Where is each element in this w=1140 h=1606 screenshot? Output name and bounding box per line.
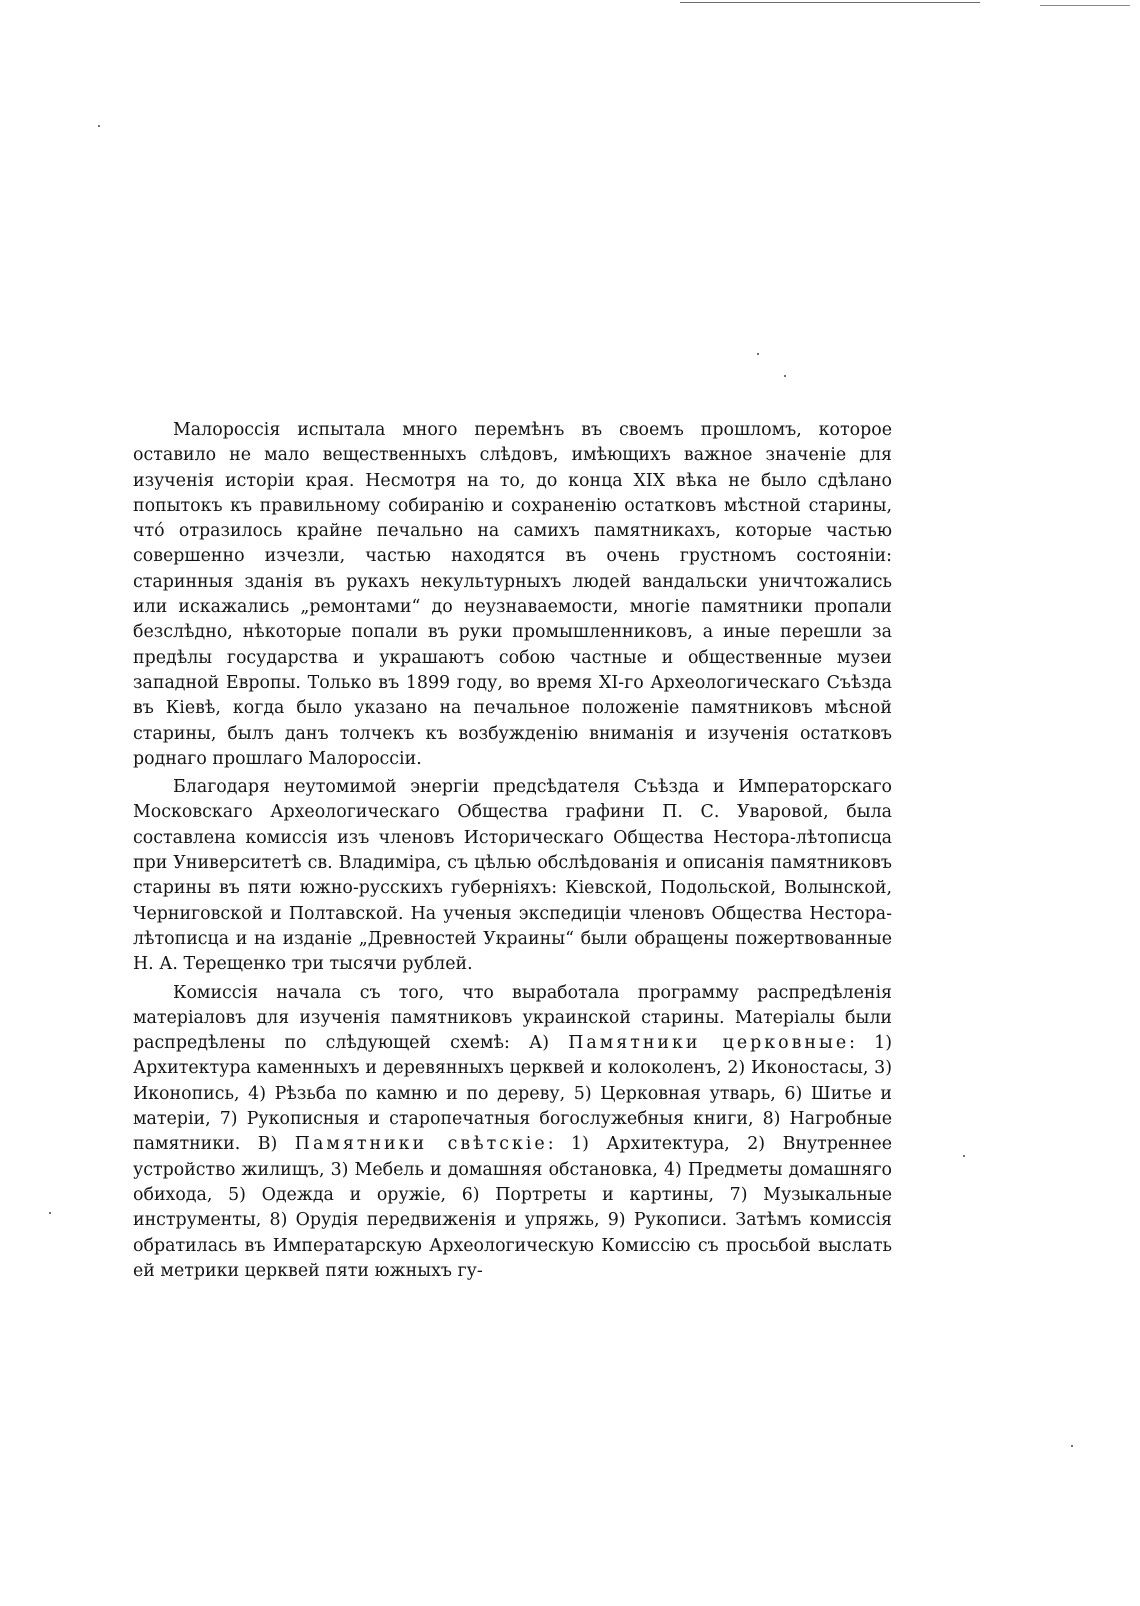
scan-speck [1071, 1445, 1073, 1447]
paragraph-2: Благодаря неутомимой энергіи предсѣдателя Съѣзда и Императорскаго Московскаго Археологическаго Общества графини П. С. Уваровой, была составлена комиссія изъ членовъ Историческаго Общества Нестора-лѣтописца при Университетѣ св. Владиміра, съ цѣлью обслѣдованія и описанія памятниковъ старины въ пяти южно-русскихъ губерніяхъ: Кіевской, Подольской, Волынской, Черниговской и Полтавской. На ученыя экспедиціи членовъ Общества Нестора-лѣтописца и на изданіе „Древностей Украины“ были обращены пожертвованные Н. А. Терещенко три тысячи рублей. [133, 777, 892, 975]
scan-edge-line [680, 2, 980, 3]
scan-speck [784, 375, 786, 377]
paragraph-3-secular-list: : 1) Архитектура, 2) Внутреннее устройство жилищъ, 3) Мебель и домашняя обстановка, 4) Предметы домашняго обихода, 5) Одежда и оружіе, 6) Портреты и картины, 7) Музыкальные инструменты, 8) Орудія передвиженія и упряжь, 9) Рукописи. Затѣмъ комиссія обратилась въ Императарскую Археологическую Комиссію съ просьбой выслать ей метрики церквей пяти южныхъ гу- [133, 1134, 892, 1281]
scan-speck [98, 125, 100, 127]
scan-speck [757, 353, 759, 355]
section-heading-church: Памятники церковные [568, 1033, 850, 1054]
section-heading-secular: Памятники свѣтскіе [294, 1134, 548, 1155]
paragraph-3-church-list: : 1) Архитектура каменныхъ и деревянныхъ церквей и колоколенъ, 2) Иконостасы, 3) Иконопись, 4) Рѣзьба по камню и по дереву, 5) Церковная утварь, 6) Шитье и матеріи, 7) Рукописныя и старопечатныя богослужебныя книги, 8) Нагробные памятники. В) [133, 1033, 892, 1155]
body-text [133, 418, 892, 1284]
paragraph-3-intro: Комиссія начала съ того, что выработала программу распредѣленія матеріаловъ для изученія памятниковъ украинской старины. Матеріалы были распредѣлены по слѣдующей схемѣ: А) [133, 982, 892, 1054]
paragraph-1: Малороссія испытала много перемѣнъ въ своемъ прошломъ, которое оставило не мало вещественныхъ слѣдовъ, имѣющихъ важное значеніе для изученія исторіи края. Несмотря на то, до конца XIX вѣка не было сдѣлано попытокъ къ правильному собиранію и сохраненію остатковъ мѣстной старины, что́ отразилось крайне печально на самихъ памятникахъ, которые частью совершенно изчезли, частью находятся въ очень грустномъ состояніи: старинныя зданія въ рукахъ некультурныхъ людей вандальски уничтожались или искажались „ремонтами“ до неузнаваемости, многіе памятники пропали безслѣдно, нѣкоторые попали въ руки промышленниковъ, а иные перешли за предѣлы государства и украшаютъ собою частные и общественные музеи западной Европы. Только въ 1899 году, во время XI-го Археологическаго Съѣзда въ Кіевѣ, когда было указано на печальное положеніе памятниковъ мѣсной старины, былъ данъ толчекъ къ возбужденію вниманія и изученія остатковъ роднаго прошлаго Малороссіи. [133, 420, 892, 769]
scan-edge-line-right [1040, 5, 1130, 6]
scan-speck [963, 1155, 965, 1157]
scan-speck [49, 1212, 51, 1214]
paragraph-3 [133, 981, 892, 1285]
